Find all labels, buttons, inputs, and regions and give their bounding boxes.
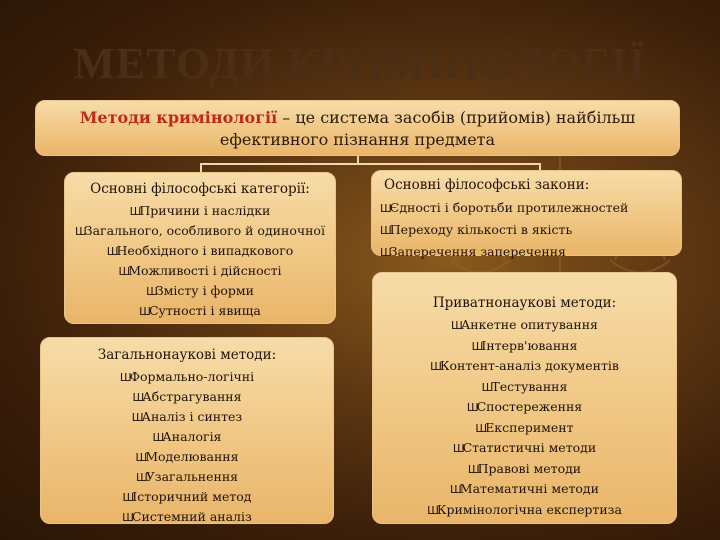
bullet-marker: Ш xyxy=(131,411,142,424)
bullet-marker: Ш xyxy=(481,380,492,394)
bullet-marker: Ш xyxy=(135,451,146,464)
page-title: МЕТОДИ КРИМІНОЛОГІЇ xyxy=(73,39,647,88)
list-item: ШПричини і наслідки xyxy=(129,203,271,218)
bullet-marker: Ш xyxy=(380,246,390,259)
general-scientific-title: Загальнонаукові методи: xyxy=(97,347,277,363)
special-scientific-title: Приватнонаукові методи: xyxy=(432,295,617,311)
list-item: ШНеобхідного і випадкового xyxy=(106,243,294,258)
bullet-marker: Ш xyxy=(122,491,133,504)
bullet-marker: Ш xyxy=(139,305,149,318)
list-item: ШАналогія xyxy=(152,429,222,444)
bullet-marker: Ш xyxy=(118,265,129,278)
bullet-marker: Ш xyxy=(380,202,390,215)
bullet-marker: Ш xyxy=(427,503,437,517)
list-item: ШІнтерв'ювання xyxy=(471,337,578,353)
bullet-marker: Ш xyxy=(106,245,117,258)
list-item: ШТестування xyxy=(481,378,568,394)
philosophical-categories-box xyxy=(64,172,336,324)
list-item: ШСпостереження xyxy=(466,399,583,414)
general-scientific-methods-box xyxy=(40,337,334,524)
list-item: ШАбстрагування xyxy=(132,389,242,404)
list-item: ШСистемний аналіз xyxy=(122,509,252,524)
list-item: ШАналіз і синтез xyxy=(131,409,243,424)
list-item: ШМоделювання xyxy=(135,449,239,464)
bullet-marker: Ш xyxy=(451,319,461,332)
bullet-marker: Ш xyxy=(471,339,482,353)
list-item: ШАнкетне опитування xyxy=(451,317,598,332)
bullet-marker: Ш xyxy=(380,224,390,237)
list-item: ШПереходу кількості в якість xyxy=(380,222,573,237)
bullet-marker: Ш xyxy=(452,442,463,455)
bullet-marker: Ш xyxy=(475,421,486,435)
philosophical-laws-title: Основні філософські закони: xyxy=(384,177,590,193)
list-item: ШФормально-логічні xyxy=(119,369,255,384)
philosophical-laws-box xyxy=(371,170,682,259)
bullet-marker: Ш xyxy=(129,205,140,218)
bullet-marker: Ш xyxy=(152,431,163,444)
definition-term: Методи кримінології xyxy=(79,108,278,127)
list-item: ШЄдності і боротьби протилежностей xyxy=(380,200,629,215)
philosophical-categories-title: Основні філософські категорії: xyxy=(90,181,310,197)
list-item: ШЗагального, особливого й одиночної xyxy=(75,223,325,238)
list-item: ШЗаперечення заперечення xyxy=(380,244,566,259)
bullet-marker: Ш xyxy=(122,511,132,524)
bullet-marker: Ш xyxy=(75,225,85,238)
bullet-marker: Ш xyxy=(450,483,460,496)
bullet-marker: Ш xyxy=(132,391,143,404)
bullet-marker: Ш xyxy=(135,471,146,484)
bullet-marker: Ш xyxy=(466,401,477,414)
list-item: ШЗмісту і форми xyxy=(146,283,254,298)
list-item: ШПравові методи xyxy=(467,460,582,476)
bullet-marker: Ш xyxy=(467,462,478,476)
special-scientific-methods-box xyxy=(372,272,677,524)
list-item: ШСутності і явища xyxy=(139,303,261,318)
definition-box xyxy=(35,100,680,156)
definition-text: – це система засобів (прийомів) найбільш ефективного пізнання предмета xyxy=(219,108,636,149)
connector-line xyxy=(200,163,540,165)
list-item: ШЕксперимент xyxy=(475,419,574,435)
bullet-marker: Ш xyxy=(119,371,130,384)
list-item: ШІсторичний метод xyxy=(122,489,252,504)
bullet-marker: Ш xyxy=(430,360,440,373)
list-item: ШКонтент-аналіз документів xyxy=(430,358,619,373)
list-item: ШСтатистичні методи xyxy=(452,440,597,455)
list-item: ШКримінологічна експертиза xyxy=(427,501,622,517)
list-item: ШМожливості і дійсності xyxy=(118,263,282,278)
list-item: ШУзагальнення xyxy=(135,469,239,484)
list-item: ШМатематичні методи xyxy=(450,481,599,496)
bullet-marker: Ш xyxy=(146,285,156,298)
